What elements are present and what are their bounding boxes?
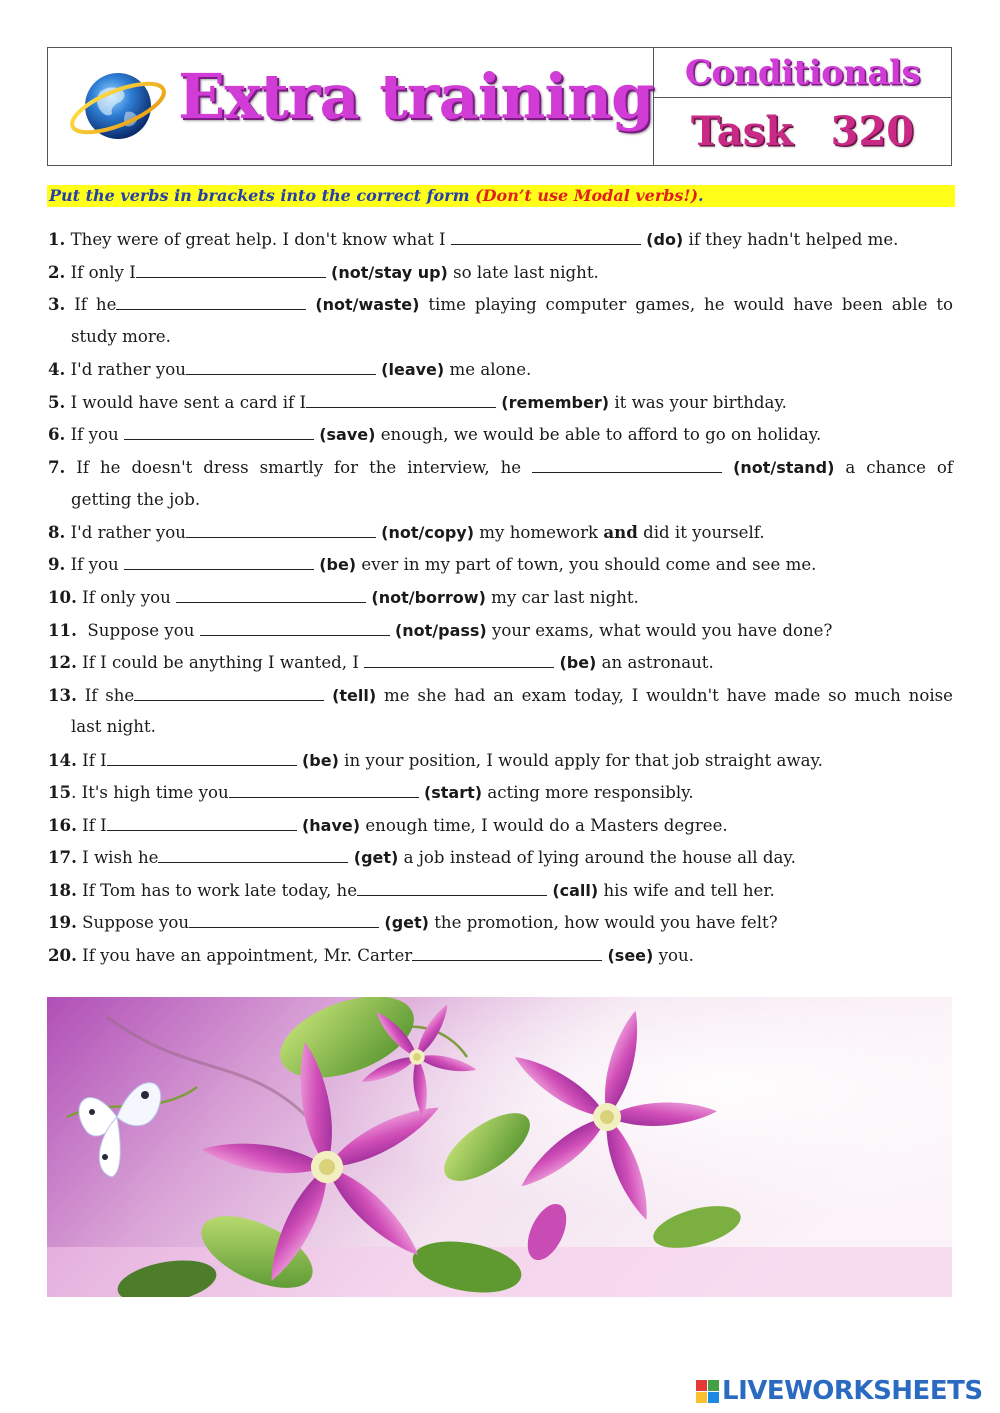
item-number: 14. bbox=[48, 750, 77, 770]
answer-blank[interactable] bbox=[176, 587, 366, 603]
exercise-item-2 bbox=[48, 261, 599, 284]
item-text: an astronaut. bbox=[596, 653, 714, 672]
logo-mark-icon bbox=[696, 1380, 719, 1403]
brand-title: Extra training bbox=[178, 60, 654, 133]
item-text: If you bbox=[65, 425, 124, 444]
liveworksheets-logo[interactable] bbox=[696, 1378, 983, 1404]
exercise-item-16 bbox=[48, 814, 728, 837]
item-number: 13. bbox=[48, 685, 77, 705]
item-text: enough, we would be able to afford to go on holiday. bbox=[375, 425, 822, 444]
topic-cell bbox=[654, 48, 951, 98]
item-text: my car last night. bbox=[485, 588, 639, 607]
answer-blank[interactable] bbox=[134, 685, 324, 701]
verb-hint: (not/stay up) bbox=[331, 263, 448, 282]
item-number: 16. bbox=[48, 815, 77, 835]
item-text: me alone. bbox=[444, 360, 532, 379]
exercise-item-8 bbox=[48, 521, 765, 544]
exercise-item-4 bbox=[48, 358, 531, 381]
item-number: 11. bbox=[48, 620, 77, 640]
verb-hint: (do) bbox=[646, 230, 684, 249]
verb-hint: (tell) bbox=[332, 686, 377, 705]
item-number: 12. bbox=[48, 652, 77, 672]
instruction-banner bbox=[47, 185, 955, 207]
answer-blank[interactable] bbox=[200, 620, 390, 636]
answer-blank[interactable] bbox=[107, 750, 297, 766]
item-number: 6. bbox=[48, 424, 66, 444]
logo-text: LIVEWORKSHEETS bbox=[722, 1376, 983, 1406]
globe-icon bbox=[66, 62, 166, 148]
instruction-text: Put the verbs in brackets into the correct form bbox=[49, 186, 476, 205]
item-text: enough time, I would do a Masters degree. bbox=[360, 816, 728, 835]
verb-hint: (get) bbox=[384, 913, 429, 932]
item-number: 19. bbox=[48, 912, 77, 932]
item-number: 20. bbox=[48, 945, 77, 965]
exercise-item-7 bbox=[48, 456, 953, 479]
exercise-item-7-continued: getting the job. bbox=[71, 490, 201, 509]
item-number: 9. bbox=[48, 554, 66, 574]
item-number: 4. bbox=[48, 359, 66, 379]
item-text: I wish he bbox=[76, 848, 159, 867]
item-text: time playing computer games, he would have been able to bbox=[419, 295, 953, 314]
answer-blank[interactable] bbox=[124, 424, 314, 440]
task-number: 320 bbox=[830, 108, 915, 155]
flower-image bbox=[47, 997, 952, 1297]
item-text: I'd rather you bbox=[65, 360, 186, 379]
answer-blank[interactable] bbox=[357, 880, 547, 896]
item-text: Suppose you bbox=[76, 913, 190, 932]
item-text: If she bbox=[76, 686, 135, 705]
verb-hint: (not/stand) bbox=[733, 458, 835, 477]
task-label: Task bbox=[690, 108, 793, 155]
item-text: If he bbox=[65, 295, 117, 314]
exercise-item-3-continued: study more. bbox=[71, 327, 171, 346]
task-cell bbox=[654, 98, 951, 165]
item-text: If I bbox=[76, 816, 107, 835]
verb-hint: (not/borrow) bbox=[371, 588, 486, 607]
item-text: the promotion, how would you have felt? bbox=[428, 913, 778, 932]
item-text: If he doesn't dress smartly for the interview, he bbox=[65, 458, 533, 477]
exercise-item-5 bbox=[48, 391, 787, 414]
exercise-item-11 bbox=[48, 619, 832, 642]
verb-hint: (not/copy) bbox=[381, 523, 475, 542]
item-number: 8. bbox=[48, 522, 66, 542]
item-text: I would have sent a card if I bbox=[65, 393, 306, 412]
verb-hint: (save) bbox=[319, 425, 376, 444]
verb-hint: (be) bbox=[301, 751, 339, 770]
item-text: I'd rather you bbox=[65, 523, 186, 542]
brand-panel bbox=[48, 48, 654, 165]
item-text: Suppose you bbox=[76, 621, 200, 640]
verb-hint: (be) bbox=[559, 653, 597, 672]
exercise-item-13 bbox=[48, 684, 953, 707]
verb-hint: (not/pass) bbox=[394, 621, 487, 640]
item-number: 5. bbox=[48, 392, 66, 412]
answer-blank[interactable] bbox=[136, 262, 326, 278]
answer-blank[interactable] bbox=[412, 945, 602, 961]
instruction-end: . bbox=[698, 186, 704, 205]
item-text: his wife and tell her. bbox=[598, 881, 775, 900]
answer-blank[interactable] bbox=[158, 847, 348, 863]
verb-hint: (leave) bbox=[381, 360, 445, 379]
item-number: 10. bbox=[48, 587, 77, 607]
verb-hint: (have) bbox=[301, 816, 361, 835]
answer-blank[interactable] bbox=[306, 392, 496, 408]
exercise-item-13-continued: last night. bbox=[71, 717, 156, 736]
item-number: 17. bbox=[48, 847, 77, 867]
topic-title: Conditionals bbox=[684, 52, 921, 93]
bold-word: and bbox=[603, 522, 638, 542]
verb-hint: (call) bbox=[552, 881, 599, 900]
exercise-item-19 bbox=[48, 911, 778, 934]
item-text: If I bbox=[76, 751, 107, 770]
exercise-item-1 bbox=[48, 228, 898, 251]
exercise-item-3 bbox=[48, 293, 953, 316]
item-text: you. bbox=[653, 946, 694, 965]
item-number: 15 bbox=[48, 782, 72, 802]
item-number: 1. bbox=[48, 229, 66, 249]
verb-hint: (not/waste) bbox=[315, 295, 420, 314]
answer-blank[interactable] bbox=[116, 294, 306, 310]
exercise-item-18 bbox=[48, 879, 775, 902]
item-text: . It's high time you bbox=[71, 783, 229, 802]
item-text: so late last night. bbox=[447, 263, 599, 282]
exercise-item-14 bbox=[48, 749, 823, 772]
item-text: did it yourself. bbox=[637, 523, 765, 542]
item-text: acting more responsibly. bbox=[482, 783, 694, 802]
answer-blank[interactable] bbox=[189, 912, 379, 928]
flower-illustration bbox=[47, 997, 952, 1297]
instruction-note: (Don’t use Modal verbs!) bbox=[475, 186, 699, 205]
task-panel bbox=[654, 48, 951, 165]
item-number: 3. bbox=[48, 294, 66, 314]
verb-hint: (remember) bbox=[501, 393, 610, 412]
item-text: in your position, I would apply for that job straight away. bbox=[338, 751, 823, 770]
exercise-item-12 bbox=[48, 651, 714, 674]
item-text: If you bbox=[65, 555, 124, 574]
verb-hint: (get) bbox=[353, 848, 399, 867]
exercise-item-10 bbox=[48, 586, 639, 609]
item-text: a job instead of lying around the house all day. bbox=[398, 848, 796, 867]
worksheet-header bbox=[47, 47, 952, 166]
item-text: your exams, what would you have done? bbox=[486, 621, 833, 640]
item-text: If only you bbox=[76, 588, 177, 607]
answer-blank[interactable] bbox=[186, 359, 376, 375]
verb-hint: (see) bbox=[607, 946, 654, 965]
answer-blank[interactable] bbox=[107, 815, 297, 831]
item-text: ever in my part of town, you should come and see me. bbox=[356, 555, 817, 574]
item-text: my homework bbox=[474, 523, 604, 542]
item-number: 7. bbox=[48, 457, 66, 477]
answer-blank[interactable] bbox=[229, 782, 419, 798]
exercise-item-20 bbox=[48, 944, 694, 967]
answer-blank[interactable] bbox=[186, 522, 376, 538]
answer-blank[interactable] bbox=[451, 229, 641, 245]
item-text: If Tom has to work late today, he bbox=[76, 881, 358, 900]
exercise-item-6 bbox=[48, 423, 821, 446]
item-number: 18. bbox=[48, 880, 77, 900]
exercise-item-15 bbox=[48, 781, 694, 804]
exercise-item-9 bbox=[48, 553, 816, 576]
verb-hint: (be) bbox=[319, 555, 357, 574]
item-text: If you have an appointment, Mr. Carter bbox=[76, 946, 413, 965]
item-text: If I could be anything I wanted, I bbox=[76, 653, 365, 672]
item-text: me she had an exam today, I wouldn't have made so much noise bbox=[376, 686, 953, 705]
item-text: If only I bbox=[65, 263, 136, 282]
item-text: it was your birthday. bbox=[609, 393, 787, 412]
answer-blank[interactable] bbox=[532, 457, 722, 473]
item-text: if they hadn't helped me. bbox=[683, 230, 899, 249]
exercise-item-17 bbox=[48, 846, 796, 869]
answer-blank[interactable] bbox=[364, 652, 554, 668]
answer-blank[interactable] bbox=[124, 554, 314, 570]
item-text: a chance of bbox=[834, 458, 953, 477]
item-number: 2. bbox=[48, 262, 66, 282]
item-text: They were of great help. I don't know what I bbox=[65, 230, 451, 249]
verb-hint: (start) bbox=[423, 783, 483, 802]
